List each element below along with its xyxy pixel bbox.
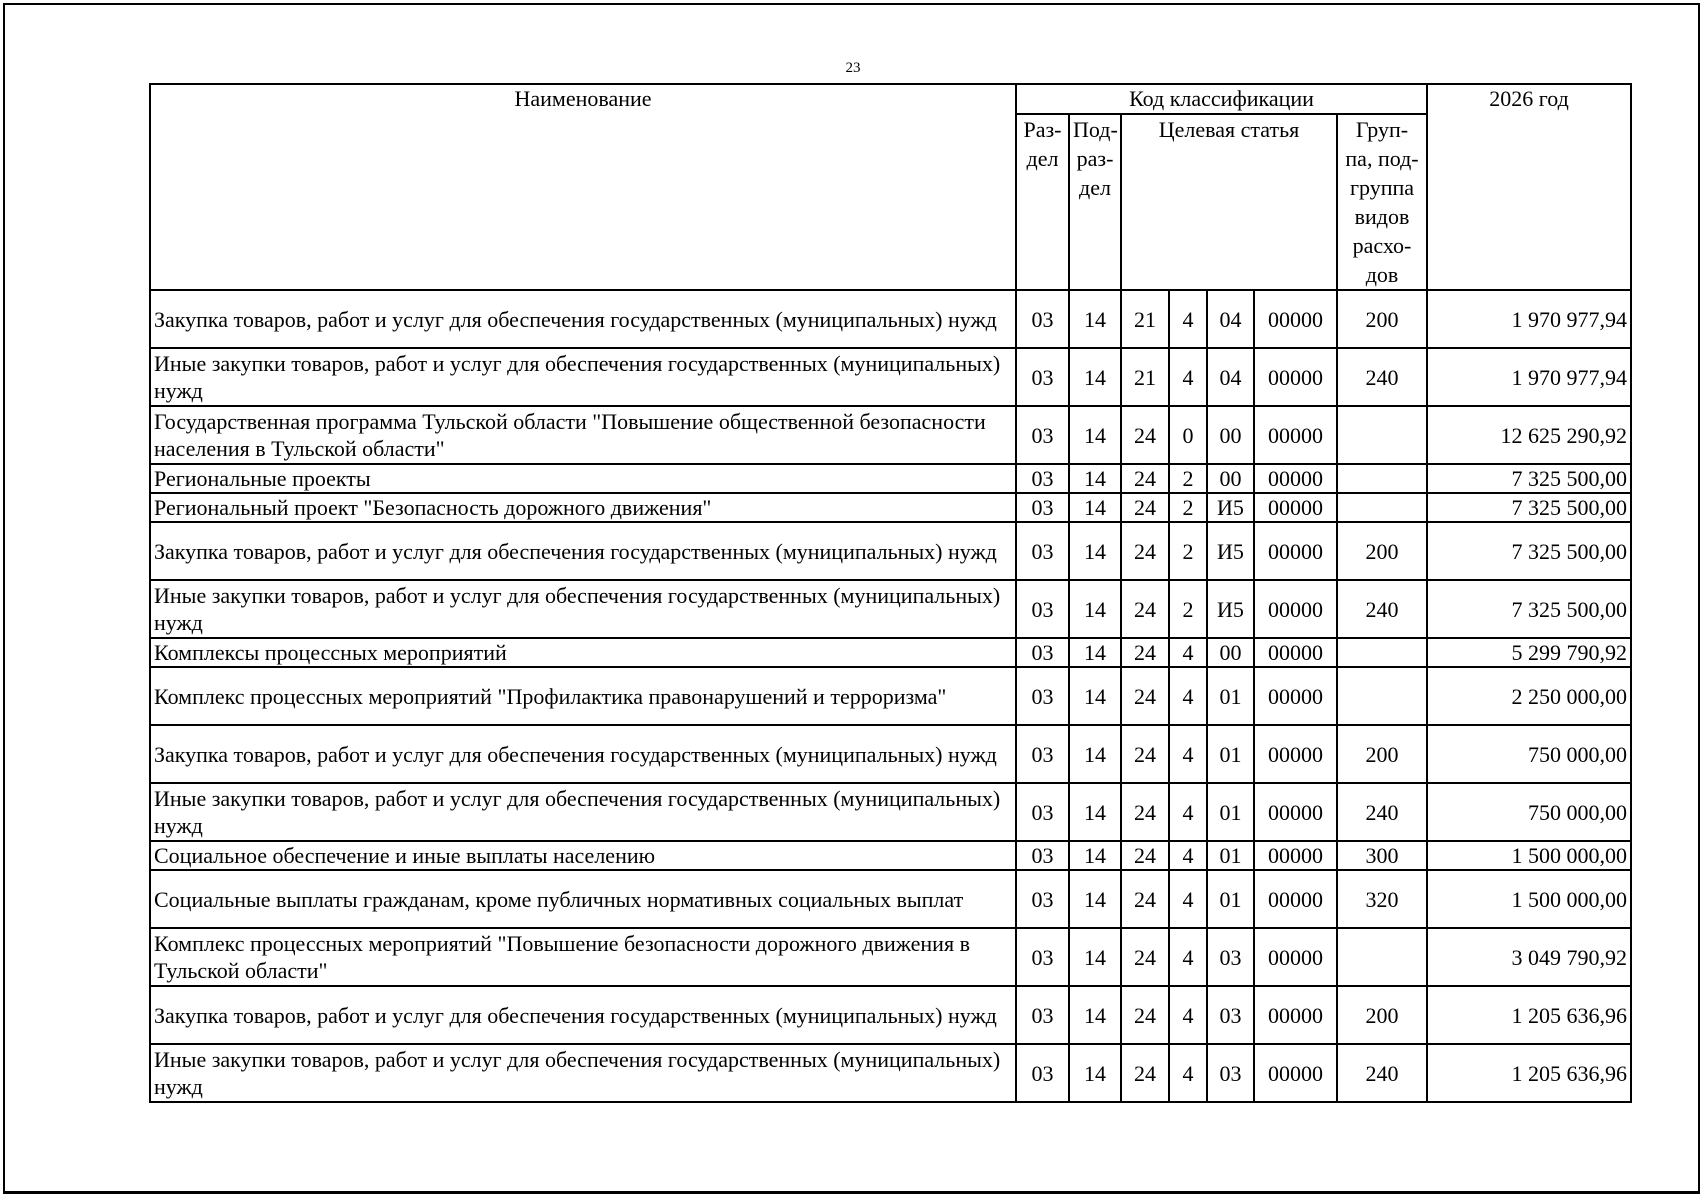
row-name: Закупка товаров, работ и услуг для обеспечения государственных (муниципальных) нужд (150, 986, 1016, 1044)
row-section: 03 (1016, 638, 1069, 667)
row-name: Государственная программа Тульской области "Повышение общественной безопасности населения в Тульской области" (150, 406, 1016, 464)
row-target-type: 4 (1169, 725, 1207, 783)
row-target-type: 4 (1169, 870, 1207, 928)
row-expense-group: 320 (1337, 870, 1427, 928)
row-subsection: 14 (1069, 841, 1121, 870)
row-target-program: 24 (1121, 406, 1169, 464)
row-subsection: 14 (1069, 986, 1121, 1044)
table-row (150, 928, 1631, 986)
row-target-program: 24 (1121, 725, 1169, 783)
row-amount: 7 325 500,00 (1427, 580, 1631, 638)
row-target-program: 24 (1121, 986, 1169, 1044)
row-target-type: 4 (1169, 1044, 1207, 1102)
row-target-type: 4 (1169, 638, 1207, 667)
row-target-type: 4 (1169, 928, 1207, 986)
row-subsection: 14 (1069, 406, 1121, 464)
row-subsection: 14 (1069, 667, 1121, 725)
row-target-type: 4 (1169, 290, 1207, 348)
row-subsection: 14 (1069, 348, 1121, 406)
row-section: 03 (1016, 841, 1069, 870)
budget-table (149, 83, 1632, 1103)
table-row (150, 290, 1631, 348)
row-target-type: 2 (1169, 580, 1207, 638)
header-expense-group: Груп- па, под- группа видов расхо- дов (1337, 114, 1427, 290)
row-subsection: 14 (1069, 493, 1121, 522)
row-target-item: 01 (1207, 870, 1254, 928)
row-subsection: 14 (1069, 870, 1121, 928)
header-subsection: Под- раз- дел (1069, 114, 1121, 290)
row-target-program: 24 (1121, 493, 1169, 522)
row-target-direction: 00000 (1254, 580, 1337, 638)
row-name: Иные закупки товаров, работ и услуг для обеспечения государственных (муниципальных) нужд (150, 580, 1016, 638)
row-section: 03 (1016, 928, 1069, 986)
row-expense-group: 240 (1337, 580, 1427, 638)
row-name: Иные закупки товаров, работ и услуг для обеспечения государственных (муниципальных) нужд (150, 1044, 1016, 1102)
row-name: Комплексы процессных мероприятий (150, 638, 1016, 667)
row-target-direction: 00000 (1254, 638, 1337, 667)
row-target-program: 24 (1121, 870, 1169, 928)
row-expense-group (1337, 493, 1427, 522)
row-subsection: 14 (1069, 725, 1121, 783)
row-amount: 12 625 290,92 (1427, 406, 1631, 464)
row-expense-group: 300 (1337, 841, 1427, 870)
row-subsection: 14 (1069, 522, 1121, 580)
row-target-item: 01 (1207, 783, 1254, 841)
row-name: Закупка товаров, работ и услуг для обеспечения государственных (муниципальных) нужд (150, 290, 1016, 348)
table-row (150, 783, 1631, 841)
row-expense-group (1337, 638, 1427, 667)
page-number: 23 (845, 60, 861, 76)
row-target-direction: 00000 (1254, 290, 1337, 348)
table-row (150, 522, 1631, 580)
row-section: 03 (1016, 493, 1069, 522)
row-target-direction: 00000 (1254, 522, 1337, 580)
row-target-item: 01 (1207, 667, 1254, 725)
row-expense-group (1337, 928, 1427, 986)
row-target-item: 00 (1207, 464, 1254, 493)
row-target-type: 4 (1169, 986, 1207, 1044)
row-target-type: 2 (1169, 493, 1207, 522)
row-name: Иные закупки товаров, работ и услуг для обеспечения государственных (муниципальных) нужд (150, 783, 1016, 841)
table-row (150, 986, 1631, 1044)
row-expense-group: 240 (1337, 348, 1427, 406)
row-target-program: 24 (1121, 522, 1169, 580)
row-target-direction: 00000 (1254, 667, 1337, 725)
row-target-program: 24 (1121, 580, 1169, 638)
row-expense-group: 200 (1337, 986, 1427, 1044)
row-target-item: И5 (1207, 580, 1254, 638)
row-target-item: 03 (1207, 986, 1254, 1044)
table-row (150, 667, 1631, 725)
header-year: 2026 год (1427, 84, 1631, 290)
row-section: 03 (1016, 522, 1069, 580)
row-target-program: 24 (1121, 841, 1169, 870)
row-target-item: 04 (1207, 348, 1254, 406)
row-target-type: 2 (1169, 464, 1207, 493)
table-row (150, 725, 1631, 783)
row-amount: 5 299 790,92 (1427, 638, 1631, 667)
row-target-direction: 00000 (1254, 870, 1337, 928)
row-target-type: 2 (1169, 522, 1207, 580)
row-expense-group: 200 (1337, 522, 1427, 580)
row-target-type: 4 (1169, 667, 1207, 725)
row-section: 03 (1016, 464, 1069, 493)
row-target-direction: 00000 (1254, 783, 1337, 841)
row-target-direction: 00000 (1254, 464, 1337, 493)
row-name: Закупка товаров, работ и услуг для обеспечения государственных (муниципальных) нужд (150, 522, 1016, 580)
row-section: 03 (1016, 406, 1069, 464)
row-amount: 7 325 500,00 (1427, 493, 1631, 522)
row-target-program: 21 (1121, 290, 1169, 348)
row-amount: 7 325 500,00 (1427, 522, 1631, 580)
row-name: Региональные проекты (150, 464, 1016, 493)
row-section: 03 (1016, 870, 1069, 928)
table-row (150, 1044, 1631, 1102)
row-target-item: 03 (1207, 1044, 1254, 1102)
row-section: 03 (1016, 667, 1069, 725)
row-target-direction: 00000 (1254, 841, 1337, 870)
row-expense-group: 240 (1337, 1044, 1427, 1102)
table-row (150, 493, 1631, 522)
row-name: Социальные выплаты гражданам, кроме публичных нормативных социальных выплат (150, 870, 1016, 928)
row-target-direction: 00000 (1254, 493, 1337, 522)
row-subsection: 14 (1069, 638, 1121, 667)
table-row (150, 638, 1631, 667)
row-expense-group (1337, 464, 1427, 493)
row-amount: 7 325 500,00 (1427, 464, 1631, 493)
row-target-program: 24 (1121, 667, 1169, 725)
row-expense-group: 200 (1337, 290, 1427, 348)
row-amount: 1 970 977,94 (1427, 290, 1631, 348)
row-target-type: 4 (1169, 783, 1207, 841)
row-target-type: 4 (1169, 348, 1207, 406)
table-row (150, 580, 1631, 638)
row-amount: 1 970 977,94 (1427, 348, 1631, 406)
table-body (150, 290, 1631, 1102)
row-expense-group (1337, 406, 1427, 464)
row-subsection: 14 (1069, 464, 1121, 493)
row-section: 03 (1016, 725, 1069, 783)
row-target-direction: 00000 (1254, 928, 1337, 986)
row-subsection: 14 (1069, 783, 1121, 841)
row-name: Иные закупки товаров, работ и услуг для обеспечения государственных (муниципальных) нужд (150, 348, 1016, 406)
row-expense-group: 240 (1337, 783, 1427, 841)
row-target-item: 01 (1207, 725, 1254, 783)
row-subsection: 14 (1069, 928, 1121, 986)
row-subsection: 14 (1069, 580, 1121, 638)
row-target-program: 24 (1121, 783, 1169, 841)
table-row (150, 348, 1631, 406)
header-target-article: Целевая статья (1121, 114, 1337, 290)
row-target-type: 0 (1169, 406, 1207, 464)
row-amount: 3 049 790,92 (1427, 928, 1631, 986)
row-expense-group (1337, 667, 1427, 725)
row-name: Комплекс процессных мероприятий "Повышение безопасности дорожного движения в Тульской области" (150, 928, 1016, 986)
row-target-program: 24 (1121, 464, 1169, 493)
row-name: Социальное обеспечение и иные выплаты населению (150, 841, 1016, 870)
header-section: Раз- дел (1016, 114, 1069, 290)
row-target-direction: 00000 (1254, 1044, 1337, 1102)
row-section: 03 (1016, 580, 1069, 638)
row-target-item: И5 (1207, 493, 1254, 522)
row-target-item: И5 (1207, 522, 1254, 580)
row-target-item: 00 (1207, 638, 1254, 667)
row-name: Комплекс процессных мероприятий "Профилактика правонарушений и терроризма" (150, 667, 1016, 725)
row-target-program: 21 (1121, 348, 1169, 406)
row-target-direction: 00000 (1254, 725, 1337, 783)
header-name: Наименование (150, 84, 1016, 290)
row-target-item: 00 (1207, 406, 1254, 464)
header-classification: Код классификации (1016, 84, 1427, 114)
row-target-program: 24 (1121, 928, 1169, 986)
row-name: Закупка товаров, работ и услуг для обеспечения государственных (муниципальных) нужд (150, 725, 1016, 783)
table-row (150, 406, 1631, 464)
row-section: 03 (1016, 290, 1069, 348)
row-amount: 1 500 000,00 (1427, 870, 1631, 928)
row-amount: 1 205 636,96 (1427, 1044, 1631, 1102)
table-row (150, 841, 1631, 870)
row-amount: 750 000,00 (1427, 783, 1631, 841)
row-section: 03 (1016, 1044, 1069, 1102)
row-target-item: 01 (1207, 841, 1254, 870)
row-section: 03 (1016, 348, 1069, 406)
row-name: Региональный проект "Безопасность дорожного движения" (150, 493, 1016, 522)
row-target-direction: 00000 (1254, 348, 1337, 406)
row-target-item: 04 (1207, 290, 1254, 348)
row-section: 03 (1016, 783, 1069, 841)
row-amount: 1 500 000,00 (1427, 841, 1631, 870)
row-target-direction: 00000 (1254, 986, 1337, 1044)
row-expense-group: 200 (1337, 725, 1427, 783)
row-subsection: 14 (1069, 290, 1121, 348)
table-row (150, 870, 1631, 928)
row-amount: 1 205 636,96 (1427, 986, 1631, 1044)
row-subsection: 14 (1069, 1044, 1121, 1102)
row-target-program: 24 (1121, 1044, 1169, 1102)
row-target-item: 03 (1207, 928, 1254, 986)
row-target-program: 24 (1121, 638, 1169, 667)
row-section: 03 (1016, 986, 1069, 1044)
row-target-direction: 00000 (1254, 406, 1337, 464)
row-amount: 750 000,00 (1427, 725, 1631, 783)
row-amount: 2 250 000,00 (1427, 667, 1631, 725)
table-row (150, 464, 1631, 493)
row-target-type: 4 (1169, 841, 1207, 870)
